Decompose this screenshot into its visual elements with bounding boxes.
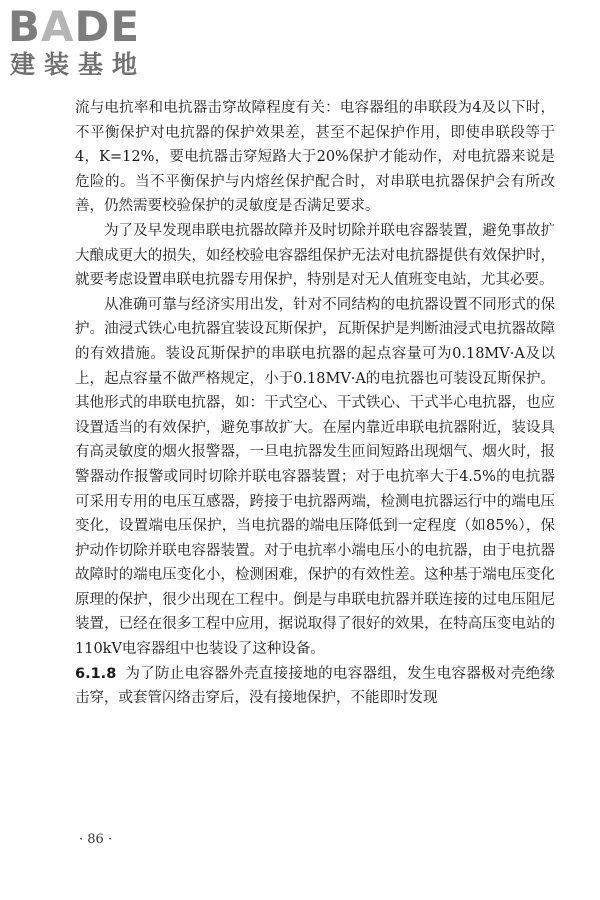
logo-chinese-text: 建装基地 xyxy=(10,50,147,79)
clause-text: 为了防止电容器外壳直接接地的电容器组，发生电容器极对壳绝缘击穿，或套管闪络击穿后，没有接地保护，不能即时发现 xyxy=(75,665,555,707)
logo-letters-de: DE xyxy=(74,2,141,51)
logo-letter-b: B xyxy=(8,2,42,51)
clause-6-1-8 xyxy=(75,662,555,711)
clause-number: 6.1.8 xyxy=(75,665,117,682)
paragraph-special-protection: 为了及早发现串联电抗器故障并及时切除并联电容器装置，避免事故扩大酿成更大的损失，如经校验电容器组保护无法对电抗器提供有效保护时，就要考虑设置串联电抗器专用保护，特别是对无人值班变电站，尤其必要。 xyxy=(75,222,555,289)
paragraph-protection-forms: 从准确可靠与经济实用出发，针对不同结构的电抗器设置不同形式的保护。油浸式铁心电抗器宜装设瓦斯保护，瓦斯保护是判断油浸式电抗器故障的有效措施。装设瓦斯保护的串联电抗器的起点容量可为0.18MV·A及以上，起点容量不做严格规定，小于0.18MV·A的电抗器也可装设瓦斯保护。其他形式的串联电抗器，如：干式空心、干式铁心、干式半心电抗器，也应设置适当的有效保护，避免事故扩大。在屋内靠近串联电抗器附近，装设具有高灵敏度的烟火报警器，一旦电抗器发生匝间短路出现烟气、烟火时，报警器动作报警或同时切除并联电容器装置；对于电抗率大于4.5%的电抗器可采用专用的电压互感器，跨接于电抗器两端，检测电抗器运行中的端电压变化，设置端电压保护，当电抗器的端电压降低到一定程度（如85%），保护动作切除并联电容器装置。对于电抗率小端电压小的电抗器，由于电抗器故障时的端电压变化小，检测困难，保护的有效性差。这种基于端电压变化原理的保护，很少出现在工程中。倒是与串联电抗器并联连接的过电压阻尼装置，已经在很多工程中应用，据说取得了很好的效果，在特高压变电站的110kV电容器组中也装设了这种设备。 xyxy=(75,296,555,658)
publisher-logo xyxy=(8,4,178,84)
paragraph-continued: 流与电抗率和电抗器击穿故障程度有关：电容器组的串联段为4及以下时，不平衡保护对电抗器的保护效果差，甚至不起保护作用，即使串联段等于4，K=12%，要电抗器击穿短路大于20%保护才能动作，对电抗器来说是危险的。当不平衡保护与内熔丝保护配合时，对串联电抗器保护会有所改善，仍然需要校验保护的灵敏度是否满足要求。 xyxy=(75,100,555,215)
logo-letter-a: A xyxy=(41,2,75,51)
logo-latin-text xyxy=(8,4,140,50)
page-number: · 86 · xyxy=(79,832,113,847)
page-body xyxy=(75,96,555,711)
